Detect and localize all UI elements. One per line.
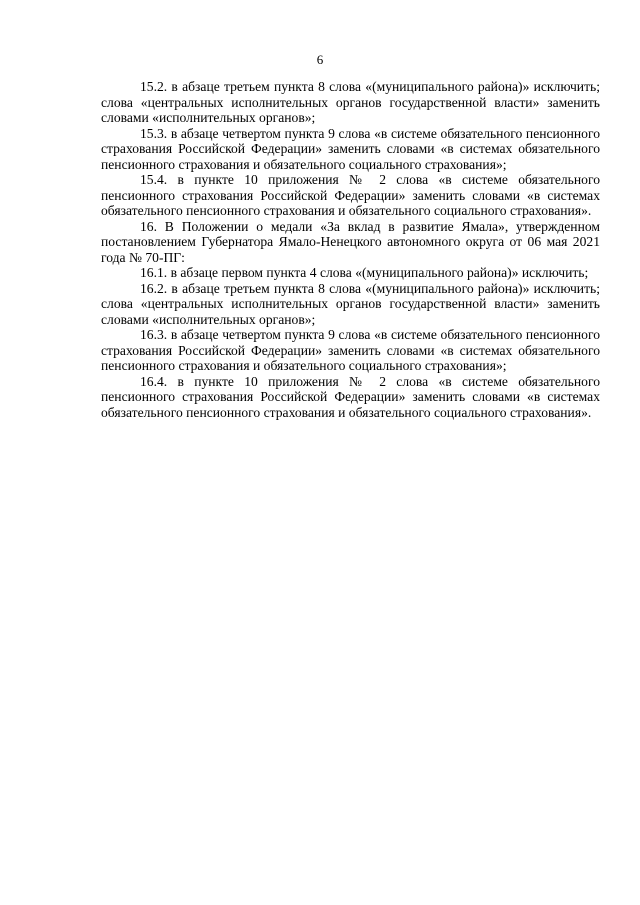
paragraph-16-3: 16.3. в абзаце четвертом пункта 9 слова «в системе обязательного пенсионного страхования Российской Федерации» заменить словами «в системах обязательного пенсионного страхования и обязательного социального страхования»;: [101, 327, 600, 373]
document-body: [101, 79, 600, 420]
paragraph-15-3: 15.3. в абзаце четвертом пункта 9 слова «в системе обязательного пенсионного страхования Российской Федерации» заменить словами «в системах обязательного пенсионного страхования и обязательного социального страхования»;: [101, 125, 600, 172]
paragraph-15-2: 15.2. в абзаце третьем пункта 8 слова «(муниципального района)» исключить; слова «центральных исполнительных органов государственной власти» заменить словами «исполнительных органов»;: [101, 79, 600, 125]
page-number: 6: [316, 52, 324, 67]
paragraph-16-4: 16.4. в пункте 10 приложения № 2 слова «в системе обязательного пенсионного страхования Российской Федерации» заменить словами «в системах обязательного пенсионного страхования и обязательного социального страхования».: [101, 373, 600, 420]
paragraph-15-4: 15.4. в пункте 10 приложения № 2 слова «в системе обязательного пенсионного страхования Российской Федерации» заменить словами «в системах обязательного пенсионного страхования и обязательного социального страхования».: [101, 172, 600, 218]
paragraph-16-1: 16.1. в абзаце первом пункта 4 слова «(муниципального района)» исключить;: [140, 265, 589, 280]
paragraph-16-2: 16.2. в абзаце третьем пункта 8 слова «(муниципального района)» исключить; слова «центральных исполнительных органов государственной власти» заменить словами «исполнительных органов»;: [101, 280, 600, 327]
paragraph-16: 16. В Положении о медали «За вклад в развитие Ямала», утвержденном постановлением Губернатора Ямало-Ненецкого автономного округа от 06 мая 2021 года № 70-ПГ:: [101, 218, 600, 265]
